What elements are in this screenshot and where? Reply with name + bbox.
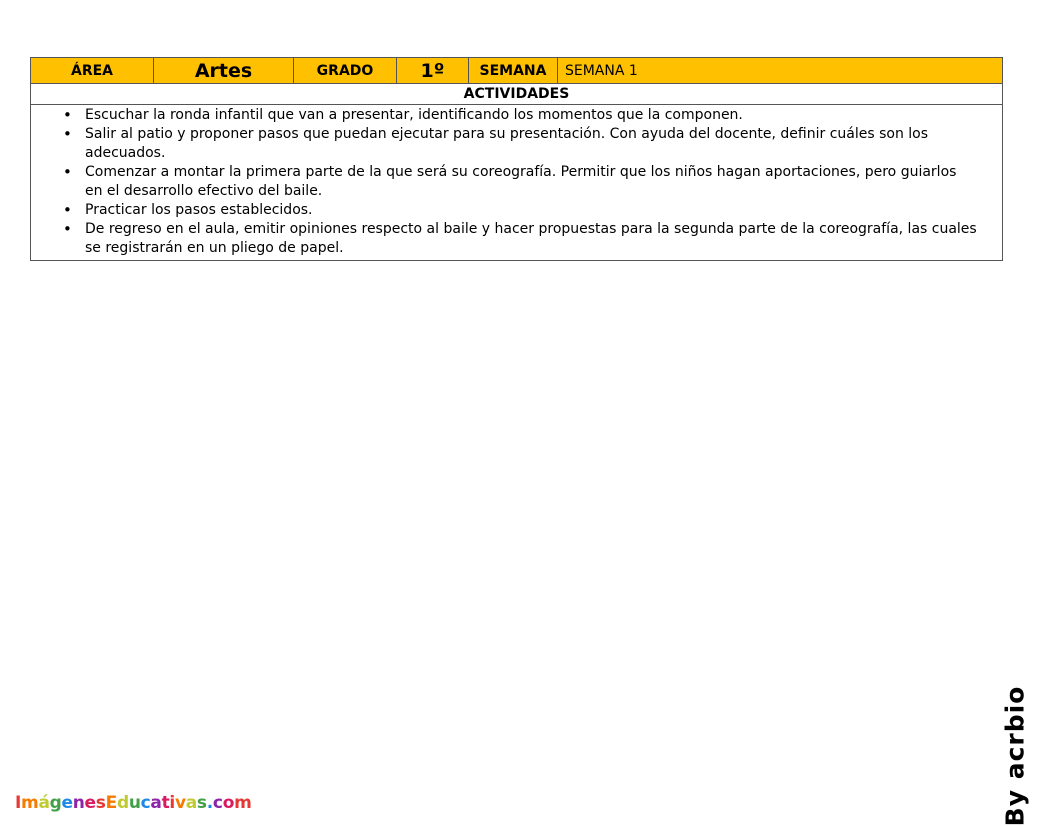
activity-item: • Comenzar a montar la primera parte de la que será su coreografía. Permitir que los niños hagan aportaciones, pero guiarlos en el desarrollo efectivo del baile. [85,163,978,201]
activity-item: • Salir al patio y proponer pasos que puedan ejecutar para su presentación. Con ayuda del docente, definir cuáles son los adecuados. [85,125,978,163]
activities-title-row [31,84,1003,105]
lesson-plan-table [30,57,1003,261]
grade-label: GRADO [294,58,397,84]
header-row [31,58,1003,84]
grade-value: 1º [397,58,469,84]
week-label: SEMANA [469,58,558,84]
week-value: SEMANA 1 [558,58,1003,84]
activities-title: ACTIVIDADES [31,84,1003,105]
area-label: ÁREA [31,58,154,84]
activities-body-row [31,105,1003,261]
activity-item: • Practicar los pasos establecidos. [85,201,978,220]
author-signature: By acrbio [1000,685,1030,826]
activity-item: • Escuchar la ronda infantil que van a presentar, identificando los momentos que la componen. [85,106,978,125]
activities-cell [31,105,1003,261]
area-value: Artes [154,58,294,84]
activities-list [31,106,978,258]
site-logo: ImágenesEducativas.com [15,793,252,813]
activity-item: • De regreso en el aula, emitir opiniones respecto al baile y hacer propuestas para la segunda parte de la coreografía, las cuales se registrarán en un pliego de papel. [85,220,978,258]
